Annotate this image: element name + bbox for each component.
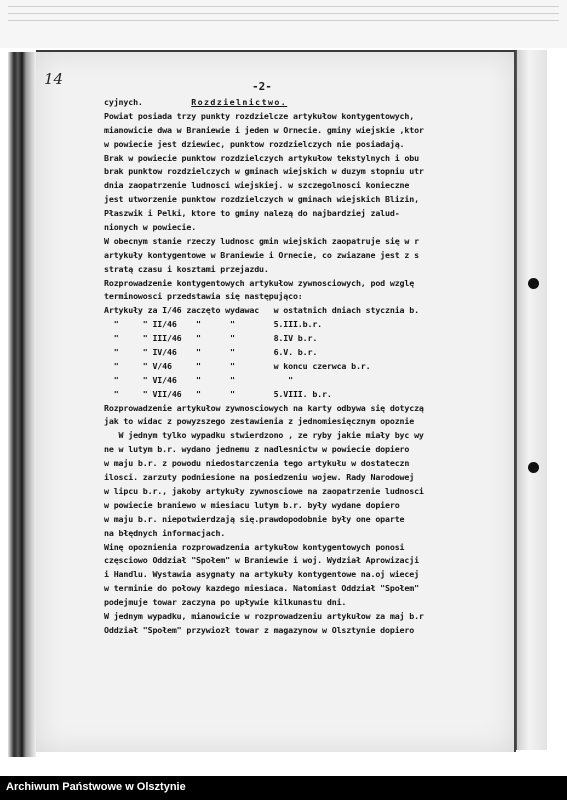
- text-line: " " VI/46 " " ": [104, 374, 293, 385]
- text-line: brak punktow rozdzielczych w gminach wiejskich w duzym stopniu utr: [104, 166, 424, 177]
- archive-label: Archiwum Państwowe w Olsztynie: [6, 781, 186, 793]
- text-line: " " III/46 " " 8.IV b.r.: [104, 333, 318, 344]
- opening-word: cyjnych.: [104, 97, 143, 107]
- punch-hole: [528, 278, 539, 289]
- archive-footer: [0, 776, 567, 800]
- text-line: w maju b.r. z powodu niedostarczenia tego artykułu w dostateczn: [104, 458, 410, 469]
- text-line: Płaszwik i Pelki, ktore to gminy nalezą do najbardziej zalud-: [104, 208, 400, 219]
- text-line: Artykuły za I/46 zaczęto wydawac w ostatnich dniach stycznia b.: [104, 305, 419, 316]
- text-line: ilosci. zarzuty podniesione na posiedzeniu wojew. Rady Narodowej: [104, 472, 415, 483]
- text-line: Brak w powiecie punktow rozdzielczych artykułow tekstylnych i obu: [104, 152, 419, 163]
- text-line: w powiecie braniewo w miesiacu lutym b.r. były wydane dopiero: [104, 499, 400, 510]
- page-edge-strip: [516, 50, 547, 750]
- text-line: w powiecie jest dziewiec, punktow rozdzielczych nie posiadają.: [104, 138, 405, 149]
- text-line: podejmuje towar zaczyna po upływie kilkunastu dni.: [104, 597, 347, 608]
- text-line: W jednym tylko wypadku stwierdzono , ze ryby jakie miały byc wy: [104, 430, 424, 441]
- text-line: nionych w powiecie.: [104, 222, 197, 233]
- scan-top-margin: [0, 0, 567, 48]
- text-line: jak to widac z powyzszego zestawienia z jednomiesięcznym opoznie: [104, 416, 415, 427]
- text-line: na błędnych informacjach.: [104, 527, 226, 538]
- document-text: [104, 96, 514, 638]
- text-line: " " VII/46 " " 5.VIII. b.r.: [104, 388, 332, 399]
- text-line: W obecnym stanie rzeczy ludnosc gmin wiejskich zaopatruje się w r: [104, 235, 419, 246]
- text-line: " " V/46 " " w koncu czerwca b.r.: [104, 360, 371, 371]
- text-line: Oddział "Społem" przywiozł towar z magazynow w Olsztynie dopiero: [104, 624, 415, 635]
- text-line: w lipcu b.r., jakoby artykuły zywnosciowe na zaopatrzenie ludnosci: [104, 485, 424, 496]
- text-line: mianowicie dwa w Braniewie i jeden w Ornecie. gminy wiejskie ,ktor: [104, 124, 424, 135]
- text-line: częsciowo Oddział "Społem" w Braniewie i woj. Wydział Aprowizacji: [104, 555, 419, 566]
- scan-rule: [8, 20, 559, 21]
- text-line: w terminie do połowy kazdego miesiaca. Natomiast Oddział "Społem": [104, 583, 419, 594]
- binding-edge: [8, 52, 36, 757]
- text-line: " " IV/46 " " 6.V. b.r.: [104, 347, 318, 358]
- text-line: artykuły kontygentowe w Braniewie i Ornecie, co zwiazane jest z s: [104, 249, 419, 260]
- text-line: stratą czasu i kosztami przejazdu.: [104, 263, 269, 274]
- punch-hole: [528, 462, 539, 473]
- text-line: Rozprowadzenie kontygentowych artykułow zywnosciowych, pod wzglę: [104, 277, 415, 288]
- text-line: i Handlu. Wystawia asygnaty na artykuły kontygentowe na.oj wiecej: [104, 569, 419, 580]
- text-line: w maju b.r. niepotwierdzają się.prawdopodobnie były one oparte: [104, 513, 405, 524]
- text-line: terminowosci przedstawia się następująco:: [104, 291, 303, 302]
- text-line: Rozprowadzenie artykułow zywnosciowych na karty odbywa się dotyczą: [104, 402, 424, 413]
- text-line: Winę opoznienia rozprowadzenia artykułow kontygentowych ponosi: [104, 541, 405, 552]
- text-line: " " II/46 " " 5.III.b.r.: [104, 319, 323, 330]
- sheet-number: 14: [44, 70, 64, 88]
- text-line: ne w lutym b.r. wydano jednemu z nadlesnictw w powiecie dopiero: [104, 444, 410, 455]
- scan-rule: [8, 13, 559, 14]
- page-number: -2-: [252, 80, 272, 93]
- body-lines: [104, 110, 514, 638]
- heading-line: [104, 96, 514, 110]
- text-line: Powiat posiada trzy punkty rozdzielcze artykułow kontygentowych,: [104, 110, 415, 121]
- section-heading: Rozdzielnictwo.: [191, 97, 288, 107]
- scan-rule: [8, 6, 559, 7]
- text-line: dnia zaopatrzenie ludnosci wiejskiej. w szczegolnosci konieczne: [104, 180, 410, 191]
- text-line: jest utworzenie punktow rozdzielczych w gminach wiejskich Blizin,: [104, 194, 419, 205]
- text-line: W jednym wypadku, mianowicie w rozprowadzeniu artykułow za maj b.r: [104, 610, 424, 621]
